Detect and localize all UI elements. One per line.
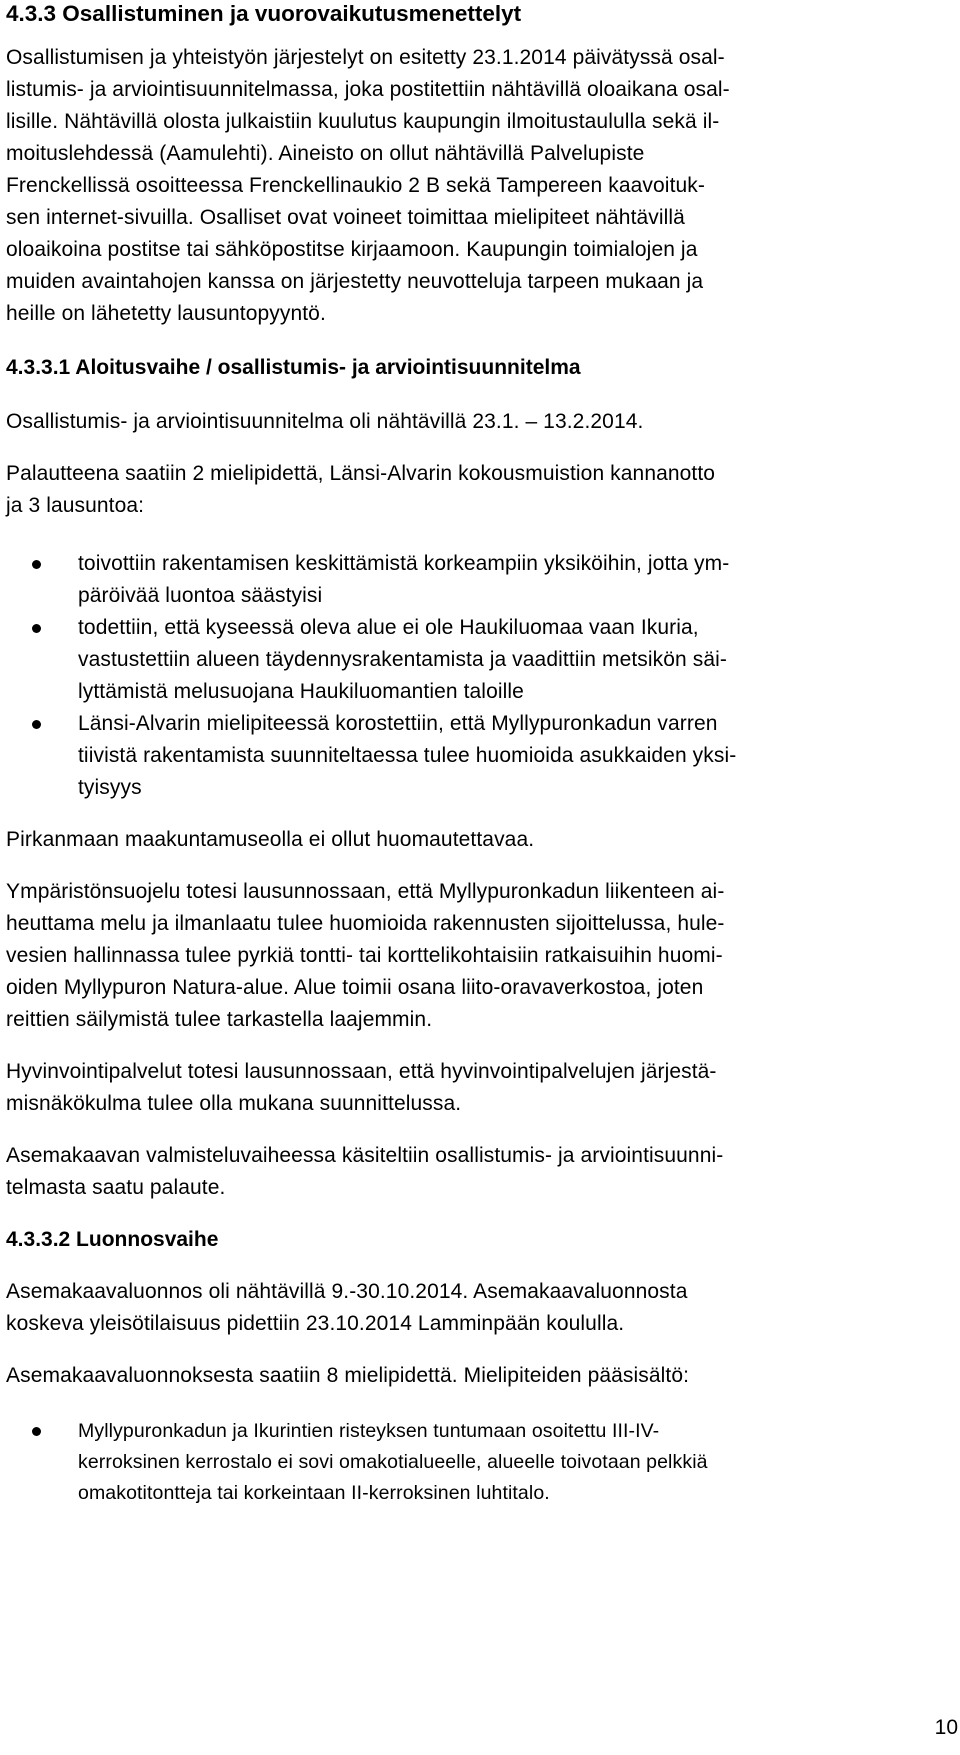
text-line: sen internet-sivuilla. Osalliset ovat voineet toimittaa mielipiteet nähtävillä	[6, 206, 685, 229]
text-line: Myllypuronkadun ja Ikurintien risteyksen tuntumaan osoitettu III-IV-	[78, 1420, 660, 1442]
text-line: tyisyys	[78, 776, 142, 799]
text-line: kerroksinen kerrostalo ei sovi omakotialueelle, alueelle toivotaan pelkkiä	[78, 1451, 708, 1473]
list-item	[6, 548, 856, 612]
bullet-icon	[32, 1427, 41, 1436]
paragraph	[6, 824, 856, 856]
text-line: telmasta saatu palaute.	[6, 1176, 226, 1199]
subsection-heading: 4.3.3.2 Luonnosvaihe	[6, 1228, 219, 1251]
list-item	[6, 708, 856, 804]
section-heading: 4.3.3 Osallistuminen ja vuorovaikutusmenettelyt	[6, 1, 522, 26]
text-line: oiden Myllypuron Natura-alue. Alue toimii osana liito-oravaverkostoa, joten	[6, 976, 704, 999]
text-line: Palautteena saatiin 2 mielipidettä, Länsi-Alvarin kokousmuistion kannanotto	[6, 462, 716, 485]
text-line: Asemakaavaluonnoksesta saatiin 8 mielipidettä. Mielipiteiden pääsisältö:	[6, 1364, 690, 1387]
text-line: Asemakaavaluonnos oli nähtävillä 9.-30.10.2014. Asemakaavaluonnosta	[6, 1280, 688, 1303]
text-line: todettiin, että kyseessä oleva alue ei ole Haukiluomaa vaan Ikuria,	[78, 616, 699, 639]
list-item	[6, 1416, 856, 1509]
text-line: Ympäristönsuojelu totesi lausunnossaan, että Myllypuronkadun liikenteen ai-	[6, 880, 725, 903]
text-line: muiden avaintahojen kanssa on järjestetty neuvotteluja tarpeen mukaan ja	[6, 270, 704, 293]
document-page	[6, 0, 856, 1509]
paragraph	[6, 1276, 856, 1340]
text-line: Osallistumisen ja yhteistyön järjestelyt on esitetty 23.1.2014 päivätyssä osal-	[6, 46, 725, 69]
page-number: 10	[934, 1716, 958, 1739]
text-line: lyttämistä melusuojana Haukiluomantien taloille	[78, 680, 524, 703]
subsection-heading: 4.3.3.1 Aloitusvaihe / osallistumis- ja arviointisuunnitelma	[6, 356, 581, 379]
bullet-icon	[32, 720, 41, 729]
text-line: Frenckellissä osoitteessa Frenckellinaukio 2 B sekä Tampereen kaavoituk-	[6, 174, 705, 197]
text-line: moituslehdessä (Aamulehti). Aineisto on ollut nähtävillä Palvelupiste	[6, 142, 645, 165]
text-line: listumis- ja arviointisuunnitelmassa, joka postitettiin nähtävillä oloaikana osal-	[6, 78, 730, 101]
text-line: lisille. Nähtävillä olosta julkaistiin kuulutus kaupungin ilmoitustaululla sekä il-	[6, 110, 720, 133]
text-line: oloaikoina postitse tai sähköpostitse kirjaamoon. Kaupungin toimialojen ja	[6, 238, 698, 261]
text-line: misnäkökulma tulee olla mukana suunnittelussa.	[6, 1092, 462, 1115]
text-line: vastustettiin alueen täydennysrakentamista ja vaadittiin metsikön säi-	[78, 648, 727, 671]
text-line: omakotitontteja tai korkeintaan II-kerroksinen luhtitalo.	[78, 1482, 550, 1504]
text-line: heille on lähetetty lausuntopyyntö.	[6, 302, 326, 325]
text-line: Hyvinvointipalvelut totesi lausunnossaan, että hyvinvointipalvelujen järjestä-	[6, 1060, 717, 1083]
text-line: reittien säilymistä tulee tarkastella laajemmin.	[6, 1008, 433, 1031]
paragraph	[6, 1056, 856, 1120]
text-line: koskeva yleisötilaisuus pidettiin 23.10.2014 Lamminpään koululla.	[6, 1312, 625, 1335]
paragraph	[6, 876, 856, 1036]
bullet-list	[6, 548, 856, 804]
paragraph	[6, 1140, 856, 1204]
intro-paragraph	[6, 42, 856, 330]
text-line: päröivää luontoa säästyisi	[78, 584, 323, 607]
text-line: toivottiin rakentamisen keskittämistä korkeampiin yksiköihin, jotta ym-	[78, 552, 730, 575]
text-line: Pirkanmaan maakuntamuseolla ei ollut huomautettavaa.	[6, 828, 535, 851]
text-line: vesien hallinnassa tulee pyrkiä tontti- tai korttelikohtaisiin ratkaisuihin huomi-	[6, 944, 723, 967]
text-line: Osallistumis- ja arviointisuunnitelma oli nähtävillä 23.1. – 13.2.2014.	[6, 410, 644, 433]
paragraph	[6, 406, 856, 438]
list-item	[6, 612, 856, 708]
bullet-icon	[32, 624, 41, 633]
text-line: Asemakaavan valmisteluvaiheessa käsiteltiin osallistumis- ja arviointisuunni-	[6, 1144, 724, 1167]
text-line: ja 3 lausuntoa:	[6, 494, 145, 517]
text-line: heuttama melu ja ilmanlaatu tulee huomioida rakennusten sijoittelussa, hule-	[6, 912, 725, 935]
bullet-icon	[32, 560, 41, 569]
paragraph	[6, 458, 856, 522]
bullet-list	[6, 1416, 856, 1509]
text-line: Länsi-Alvarin mielipiteessä korostettiin, että Myllypuronkadun varren	[78, 712, 718, 735]
text-line: tiivistä rakentamista suunniteltaessa tulee huomioida asukkaiden yksi-	[78, 744, 737, 767]
paragraph	[6, 1360, 856, 1392]
